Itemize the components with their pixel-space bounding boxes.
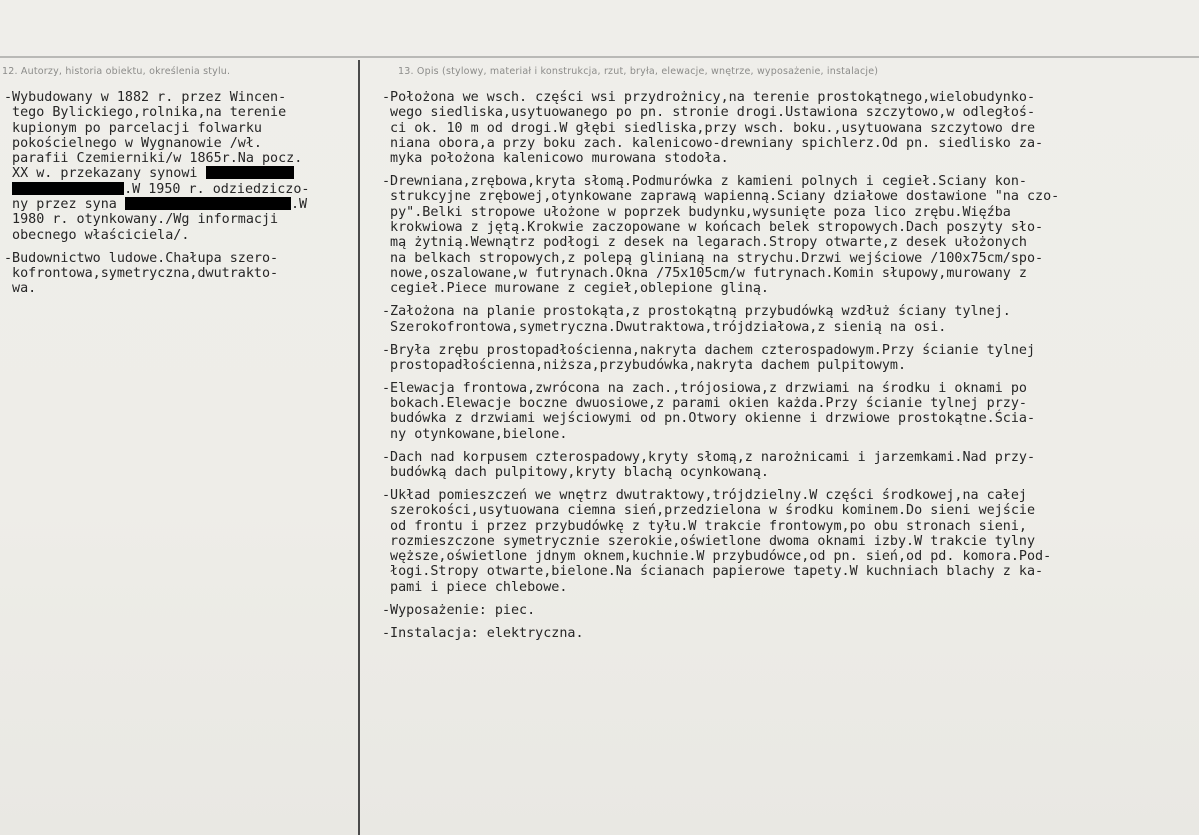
installation-paragraph (382, 626, 1197, 641)
text-line: -Bryła zrębu prostopadłościenna,nakryta dachem czterospadowym.Przy ścianie tylnej (382, 342, 1036, 358)
roof-paragraph (382, 450, 1197, 481)
text-line: ny otynkowane,bielone. (382, 426, 568, 442)
column-divider (358, 60, 360, 835)
style-paragraph (4, 251, 356, 297)
text-line: na belkach stropowych,z polepą glinianą na strychu.Drzwi wejściowe /100x75cm/spo- (382, 250, 1044, 266)
text-line: pokościelnego w Wygnanowie /wł. (4, 135, 262, 151)
equipment-paragraph (382, 603, 1197, 618)
text-line: -Instalacja: elektryczna. (382, 625, 584, 641)
text-line: mą żytnią.Wewnątrz podłogi z desek na legarach.Stropy otwarte,z desek ułożonych (382, 235, 1027, 251)
text-fragment: ny przez syna (4, 197, 125, 213)
redaction-bar (125, 197, 291, 210)
text-line: 1980 r. otynkowany./Wg informacji (4, 212, 279, 228)
text-line: -Układ pomieszczeń we wnętrz dwutraktowy,trójdzielny.W części środkowej,na całej (382, 487, 1027, 503)
text-line (4, 166, 356, 181)
redaction-bar (206, 166, 294, 179)
text-line: wego siedliska,usytuowanego po pn. stronie drogi.Ustawiona szczytowo,w odległoś- (382, 105, 1036, 121)
left-column-header: 12. Autorzy, historia obiektu, określenia stylu. (2, 66, 231, 77)
text-line: py".Belki stropowe ułożone w poprzek budynku,wysunięte poza lico zrębu.Więźba (382, 204, 1011, 220)
plan-paragraph (382, 304, 1197, 335)
text-line: niana obora,a przy boku zach. kalenicowo-drewniany spichlerz.Od pn. siedlisko za- (382, 135, 1044, 151)
text-line (4, 182, 356, 197)
location-paragraph (382, 90, 1197, 166)
text-line: tego Bylickiego,rolnika,na terenie (4, 105, 287, 121)
construction-paragraph (382, 174, 1197, 296)
text-line: cegieł.Piece murowane z cegieł,oblepione gliną. (382, 281, 769, 297)
text-line: ci ok. 10 m od drogi.W głębi siedliska,przy wsch. boku.,usytuowana szczytowo dre (382, 120, 1036, 136)
interior-paragraph (382, 488, 1197, 595)
text-line: węższe,oświetlone jdnym oknem,kuchnie.W przybudówce,od pn. sień,od pd. komora.Pod- (382, 549, 1052, 565)
massing-paragraph (382, 343, 1197, 374)
text-fragment: .W (290, 197, 308, 213)
right-column-text (382, 90, 1197, 649)
text-line: krokwiowa z jętą.Krokwie zaczopowane w końcach belek stropowych.Dach poszyty sło- (382, 220, 1044, 236)
text-line: myka położona kalenicowo murowana stodoła. (382, 151, 729, 167)
text-fragment (4, 182, 12, 197)
left-column-text (4, 90, 356, 304)
text-line: -Budownictwo ludowe.Chałupa szero- (4, 250, 279, 266)
text-line: -Drewniana,zrębowa,kryta słomą.Podmurówka z kamieni polnych i cegieł.Sciany kon- (382, 174, 1027, 190)
top-rule (0, 56, 1199, 58)
text-line: wa. (4, 281, 37, 297)
text-line: rozmieszczone symetrycznie szerokie,oświetlone dwoma oknami izby.W trakcie tylny (382, 533, 1036, 549)
text-line: -Wybudowany w 1882 r. przez Wincen- (4, 90, 287, 105)
text-line: pami i piece chlebowe. (382, 579, 568, 595)
text-line: -Położona we wsch. części wsi przydrożnicy,na terenie prostokątnego,wielobudynko- (382, 90, 1036, 105)
text-line: szerokości,usytuowana ciemna sień,przedzielona w środku kominem.Do sieni wejście (382, 503, 1036, 519)
history-paragraph (4, 90, 356, 243)
text-fragment: .W 1950 r. odziedziczo- (124, 181, 310, 197)
text-line: Szerokofrontowa,symetryczna.Dwutraktowa,trójdziałowa,z sienią na osi. (382, 319, 947, 335)
redaction-bar (12, 182, 124, 195)
text-line (4, 197, 356, 212)
text-line: parafii Czemierniki/w 1865r.Na pocz. (4, 151, 303, 167)
text-fragment: XX w. przekazany synowi (4, 166, 206, 182)
text-line: -Założona na planie prostokąta,z prostokątną przybudówką wzdłuż ściany tylnej. (382, 304, 1011, 320)
text-line: od frontu i przez przybudówkę z tyłu.W trakcie frontowym,po obu stronach sieni, (382, 518, 1027, 534)
text-line: łogi.Stropy otwarte,bielone.Na ścianach papierowe tapety.W kuchniach blachy z ka- (382, 564, 1044, 580)
text-line: budówka z drzwiami wejściowymi od pn.Otwory okienne i drzwiowe prostokątne.Ścia- (382, 411, 1036, 427)
text-line: strukcyjne zrębowej,otynkowane zaprawą wapienną.Sciany działowe dostawione "na czo- (382, 189, 1060, 205)
elevations-paragraph (382, 381, 1197, 442)
text-line: nowe,oszalowane,w futrynach.Okna /75x105cm/w futrynach.Komin słupowy,murowany z (382, 265, 1027, 281)
text-line: kofrontowa,symetryczna,dwutrakto- (4, 265, 279, 281)
right-column-header: 13. Opis (stylowy, materiał i konstrukcja, rzut, bryła, elewacje, wnętrze, wyposażenie, instalacje) (398, 66, 879, 77)
text-line: -Wyposażenie: piec. (382, 602, 536, 618)
text-line: budówką dach pulpitowy,kryty blachą ocynkowaną. (382, 464, 769, 480)
text-line: bokach.Elewacje boczne dwuosiowe,z parami okien każda.Przy ścianie tylnej przy- (382, 396, 1027, 412)
text-line: -Dach nad korpusem czterospadowy,kryty słomą,z narożnicami i jarzemkami.Nad przy- (382, 449, 1036, 465)
text-line: -Elewacja frontowa,zwrócona na zach.,trójosiowa,z drzwiami na środku i oknami po (382, 380, 1027, 396)
text-line: kupionym po parcelacji folwarku (4, 120, 262, 136)
text-line: obecnego właściciela/. (4, 227, 190, 243)
text-line: prostopadłościenna,niższa,przybudówka,nakryta dachem pulpitowym. (382, 357, 907, 373)
